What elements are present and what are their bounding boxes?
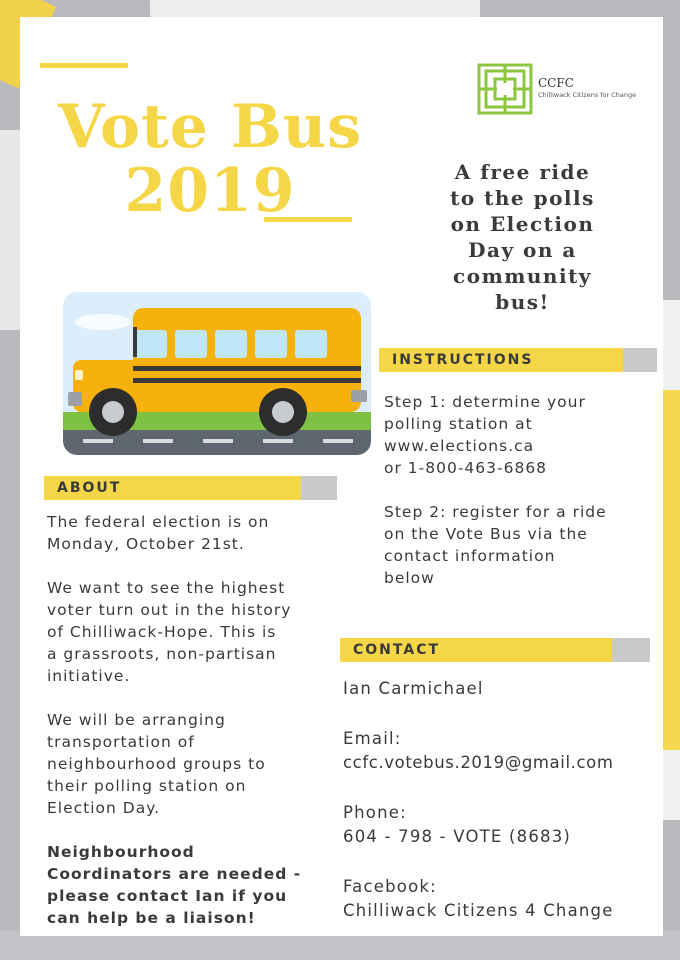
step1-line: Step 1: determine your (384, 393, 586, 411)
step2-line: Step 2: register for a ride (384, 503, 607, 521)
ccfc-logo-icon (477, 63, 533, 115)
step1-line: polling station at (384, 415, 533, 433)
about-line: neighbourhood groups to (47, 755, 266, 773)
step2-line: contact information (384, 547, 556, 565)
phone-label: Phone: (343, 803, 407, 822)
tagline-line: on Election (450, 212, 595, 236)
contact-body (343, 677, 653, 923)
background-card-left (0, 130, 20, 330)
about-line: We want to see the highest (47, 579, 286, 597)
tagline-line: Day on a (468, 238, 577, 262)
tagline (420, 159, 625, 315)
about-heading-bar (44, 476, 337, 500)
logo-short-name: CCFC (538, 76, 574, 90)
elections-link[interactable]: www.elections.ca (384, 437, 535, 455)
tagline-line: community (453, 264, 592, 288)
facebook-label: Facebook: (343, 877, 437, 896)
about-line: Monday, October 21st. (47, 535, 245, 553)
title-line-1: Vote Bus (58, 92, 362, 162)
step2-line: on the Vote Bus via the (384, 525, 588, 543)
contact-heading-bar (340, 638, 650, 662)
logo-full-name: Chilliwack Citizens for Change (538, 91, 637, 99)
tagline-line: to the polls (450, 186, 595, 210)
heading-grey-accent (301, 476, 337, 500)
title-deco-line-top (40, 63, 128, 68)
step2-line: below (384, 569, 435, 587)
step1-line: or 1-800-463-6868 (384, 459, 548, 477)
coordinators-line: Neighbourhood (47, 843, 195, 861)
email-link[interactable]: ccfc.votebus.2019@gmail.com (343, 753, 614, 772)
about-line: transportation of (47, 733, 195, 751)
about-line: of Chilliwack-Hope. This is (47, 623, 277, 641)
title-line-2: 2019 (124, 156, 296, 226)
about-body (47, 511, 347, 929)
flyer (20, 17, 663, 936)
about-line: initiative. (47, 667, 131, 685)
about-line: voter turn out in the history (47, 601, 292, 619)
instructions-body (384, 391, 654, 589)
school-bus-illustration (63, 292, 371, 455)
poster-title (50, 92, 370, 226)
instructions-heading-bar (379, 348, 657, 372)
facebook-page[interactable]: Chilliwack Citizens 4 Change (343, 901, 614, 920)
about-line: We will be arranging (47, 711, 226, 729)
contact-heading: CONTACT (353, 642, 441, 658)
heading-grey-accent (612, 638, 650, 662)
tagline-line: A free ride (454, 160, 591, 184)
about-line: The federal election is on (47, 513, 270, 531)
about-line: their polling station on (47, 777, 247, 795)
contact-name: Ian Carmichael (343, 679, 484, 698)
email-label: Email: (343, 729, 402, 748)
heading-grey-accent (623, 348, 657, 372)
about-heading: ABOUT (57, 480, 122, 496)
background-yellow-card (662, 390, 680, 750)
coordinators-line: please contact Ian if you (47, 887, 288, 905)
about-line: Election Day. (47, 799, 161, 817)
phone-number[interactable]: 604 - 798 - VOTE (8683) (343, 827, 572, 846)
coordinators-line: Coordinators are needed - (47, 865, 302, 883)
tagline-line: bus! (495, 290, 550, 314)
school-bus-icon (63, 292, 371, 455)
about-line: a grassroots, non-partisan (47, 645, 277, 663)
instructions-heading: INSTRUCTIONS (392, 352, 534, 368)
coordinators-line: can help be a liaison! (47, 909, 256, 927)
